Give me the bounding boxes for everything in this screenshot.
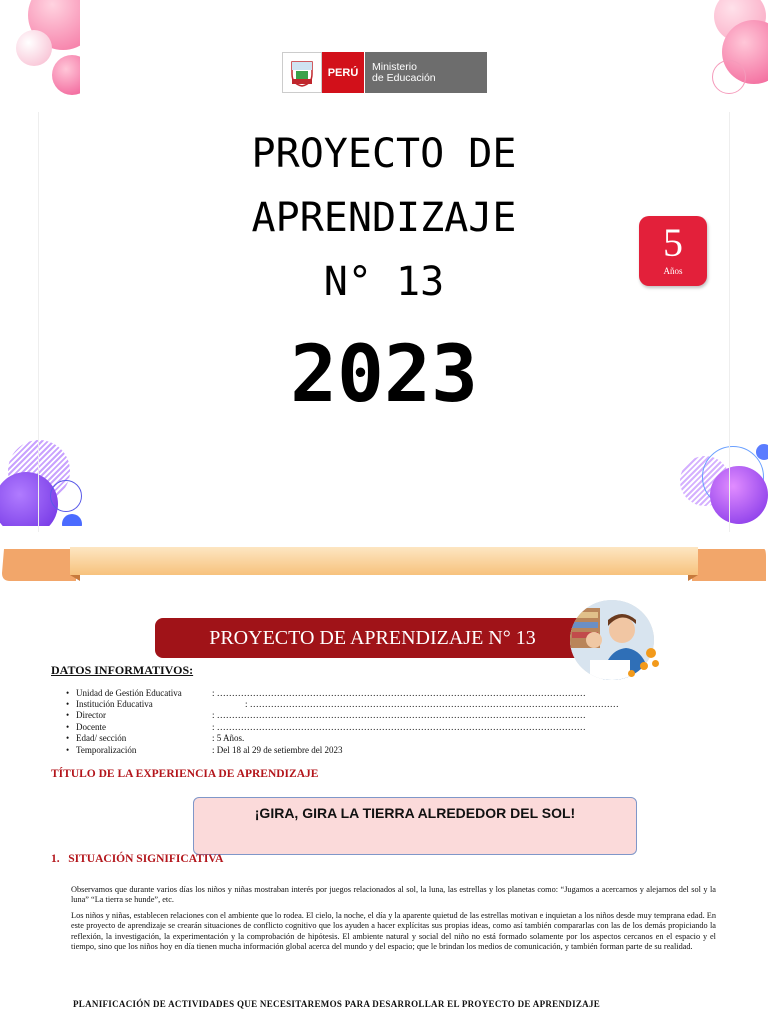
- logo-peru-label: PERÚ: [322, 52, 364, 93]
- datos-row-key: Temporalización: [76, 745, 137, 755]
- project-banner: [155, 618, 590, 658]
- situacion-significativa-heading: 1. SITUACIÓN SIGNIFICATIVA: [51, 853, 224, 865]
- age-badge-number: 5: [663, 220, 683, 265]
- datos-row-value: : ……………………………………………………………………………………………………………: [212, 722, 586, 732]
- experiencia-title: ¡GIRA, GIRA LA TIERRA ALREDEDOR DEL SOL!: [254, 805, 576, 821]
- datos-row: • Edad/ sección : 5 Años.: [66, 733, 245, 743]
- situacion-paragraph-2: Los niños y niñas, establecen relaciones con el ambiente que lo rodea. El cielo, la noche, el día y la aparente quietud de las estrellas motivan e inquietan a los niños desde muy temprana edad. En este proyecto de aprendizaje se crearán situaciones de conflicto cognitivo que los ayuden a hacer explícitas sus propias ideas, como así también compararlas con las de los demás propiciando la reflexión, la investigación, la experimentación y la comprobación de hipótesis. El ambiente natural y social del niño no está formado solamente por los aspectos cercanos en el espacio y el tiempo, sino que los niños hoy en día tienen mucha información global acerca del mundo y del espacio; que le brindan los medios de comunicación, y también forman parte de su realidad.: [71, 911, 716, 951]
- decorative-dot: [652, 660, 659, 667]
- cover-title-line3: N° 13: [323, 259, 445, 305]
- planificacion-heading: PLANIFICACIÓN DE ACTIVIDADES QUE NECESITAREMOS PARA DESARROLLAR EL PROYECTO DE APRENDIZAJE: [73, 999, 601, 1009]
- experiencia-title-box: [193, 797, 637, 855]
- minedu-logo: [282, 52, 487, 93]
- datos-row: • Docente : ……………………………………………………………………………………………………………: [66, 722, 586, 732]
- age-badge-label: Años: [663, 266, 683, 276]
- datos-row-key: Unidad de Gestión Educativa: [76, 688, 182, 698]
- datos-row-value: : Del 18 al 29 de setiembre del 2023: [212, 745, 343, 755]
- age-badge: [639, 216, 707, 286]
- datos-informativos-heading: DATOS INFORMATIVOS:: [51, 663, 194, 677]
- datos-row: • Director : ……………………………………………………………………………………………………………: [66, 710, 586, 720]
- datos-row-value: : 5 Años.: [212, 733, 245, 743]
- bubbles-top-left: [0, 0, 80, 112]
- datos-row: • Unidad de Gestión Educativa : ……………………………………………………………………………………………………………: [66, 688, 586, 698]
- bubbles-mid-left: [0, 436, 86, 526]
- decorative-ribbon: [0, 547, 768, 583]
- peru-coat-of-arms-icon: [282, 52, 322, 93]
- logo-ministry-line1: Ministerio: [372, 60, 417, 73]
- datos-row-value: : ……………………………………………………………………………………………………………: [245, 699, 619, 709]
- project-banner-text: PROYECTO DE APRENDIZAJE N° 13: [209, 627, 536, 649]
- datos-row: • Temporalización : Del 18 al 29 de setiembre del 2023: [66, 745, 343, 755]
- bubbles-top-right: [700, 0, 768, 112]
- datos-row-key: Docente: [76, 722, 106, 732]
- cover-title-line1: PROYECTO DE: [251, 131, 517, 177]
- decorative-dot: [640, 662, 648, 670]
- bubbles-mid-right: [676, 436, 768, 526]
- datos-row: • Institución Educativa : ……………………………………………………………………………………………………………: [66, 699, 619, 709]
- datos-row-value: : ……………………………………………………………………………………………………………: [212, 710, 586, 720]
- cover-year: 2023: [290, 330, 478, 420]
- decorative-dot: [646, 648, 656, 658]
- datos-row-key: Director: [76, 710, 106, 720]
- cover-title-line2: APRENDIZAJE: [251, 195, 517, 241]
- titulo-experiencia-heading: TÍTULO DE LA EXPERIENCIA DE APRENDIZAJE: [51, 768, 319, 780]
- logo-ministry: [364, 52, 487, 93]
- situacion-paragraph-1: Observamos que durante varios días los niños y niñas mostraban interés por juegos relacionados al sol, la luna, las estrellas y los planetas como: “Jugamos a acercarnos y alejarnos del sol y la luna” “La tierra se hunde”, etc.: [71, 885, 716, 905]
- datos-row-key: Edad/ sección: [76, 733, 127, 743]
- decorative-dot: [628, 670, 635, 677]
- logo-ministry-line2: de Educación: [372, 71, 436, 84]
- datos-row-key: Institución Educativa: [76, 699, 153, 709]
- datos-row-value: : ……………………………………………………………………………………………………………: [212, 688, 586, 698]
